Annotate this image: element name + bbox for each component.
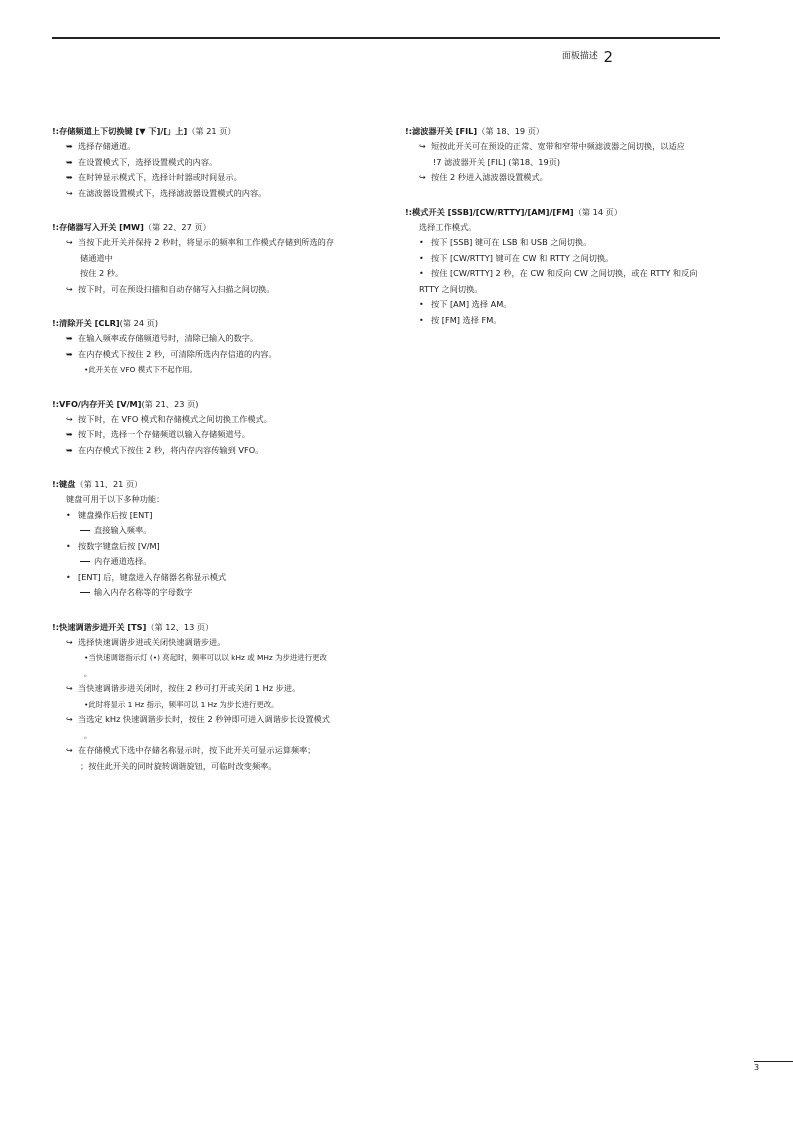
section-line [405, 155, 725, 171]
section [52, 620, 382, 775]
section-title [52, 397, 382, 412]
section-line [405, 297, 725, 313]
page-number: 3 [754, 1063, 760, 1072]
dash-marker [80, 554, 94, 570]
line-text: 短按此开关可在预设的正常、宽带和窄带中频滤波器之间切换，以适应 [431, 141, 685, 151]
bullet-marker: ↪ [66, 238, 73, 247]
bullet-marker: • [419, 253, 424, 263]
section-line [52, 186, 382, 202]
bullet-marker: ↪ [66, 684, 73, 693]
line-text: 按 [FM] 选择 FM。 [431, 314, 502, 325]
section-line [405, 220, 725, 236]
section-line [52, 412, 382, 428]
section-line [405, 282, 725, 298]
section-line [52, 554, 382, 570]
bullet-marker: • [66, 510, 71, 520]
line-text: 按下 [SSB] 键可在 LSB 和 USB 之间切换。 [431, 237, 592, 247]
section-line [52, 492, 382, 508]
line-text: !7 滤波器开关 [FIL] (第18、19页) [433, 156, 561, 167]
dash-marker [80, 585, 94, 601]
line-text: 当选定 kHz 快速调谐步长时，按住 2 秒钟即可进入调谐步长设置模式 [78, 714, 330, 724]
line-text: 按住 2 秒。 [80, 268, 124, 278]
section-line [52, 666, 382, 682]
bullet-marker: ↪ [66, 715, 73, 724]
section-line [52, 427, 382, 443]
chapter-number: 2 [603, 48, 613, 66]
section-line [52, 235, 382, 251]
section-line [52, 170, 382, 186]
section-title-text: !:清除开关 [CLR] [52, 318, 120, 328]
line-text: 按下 [CW/RTTY] 键可在 CW 和 RTTY 之间切换。 [431, 252, 614, 263]
section [52, 124, 382, 201]
section-page-ref: （第 14 页） [573, 206, 623, 217]
line-text: 在内存模式下按住 2 秒，可清除所选内存信道的内容。 [78, 348, 277, 359]
line-text: 选择存储通道。 [78, 141, 136, 151]
line-text: 按住 2 秒进入滤波器设置模式。 [431, 172, 548, 182]
dash-marker [80, 523, 94, 539]
line-text: 按数字键盘后按 [V/M] [78, 540, 160, 551]
line-text: [ENT] 后，键盘进入存储器名称显示模式 [78, 571, 227, 582]
section-line [52, 155, 382, 171]
section [52, 220, 382, 297]
section-line [405, 266, 725, 282]
line-text: 。 [84, 668, 92, 678]
right-column [405, 124, 725, 347]
section-title-text: !:键盘 [52, 479, 76, 489]
section-line [52, 347, 382, 363]
section-page-ref: （第 18、19 页） [477, 126, 545, 136]
bullet-marker: • [66, 541, 71, 551]
bullet-marker: ↪ [66, 637, 73, 647]
section [405, 205, 725, 329]
section-title-text: !:VFO/内存开关 [V/M] [52, 398, 142, 409]
section-line [405, 170, 725, 186]
line-text: 按下时，在 VFO 模式和存储模式之间切换工作模式。 [78, 413, 272, 424]
line-text: RTTY 之间切换。 [419, 283, 483, 294]
section-line [405, 235, 725, 251]
bullet-marker: ↪ [66, 746, 73, 755]
bullet-marker: ➥ [66, 430, 73, 439]
bullet-marker: • [419, 300, 424, 309]
section-title-text: !:存储频道上下切换键 [▼ 下]/[」上] [52, 126, 188, 136]
line-text: 在滤波器设置模式下，选择滤波器设置模式的内容。 [78, 187, 267, 198]
line-text: •此开关在 VFO 模式下不起作用。 [84, 365, 197, 374]
section-line [52, 728, 382, 744]
section-line [405, 139, 725, 155]
line-text: 在存储模式下选中存储名称显示时，按下此开关可显示运算频率； [78, 745, 316, 755]
section [52, 316, 382, 378]
line-text: 在时钟显示模式下，选择计时器或时间显示。 [78, 172, 242, 182]
section-line [52, 697, 382, 713]
line-text: •当快速调谐指示灯 (•) 亮起时，频率可以以 kHz 或 MHz 为步进进行更改 [84, 653, 327, 662]
line-text: 在设置模式下，选择设置模式的内容。 [78, 156, 218, 167]
line-text: 键盘操作后按 [ENT] [78, 509, 153, 520]
line-text: 在内存模式下按住 2 秒，将内存内容传输到 VFO。 [78, 444, 264, 455]
section-line [405, 251, 725, 267]
top-rule [52, 37, 720, 39]
line-text: 在输入频率或存储频道号时，清除已输入的数字。 [78, 333, 259, 343]
section-page-ref: (第 24 页) [119, 318, 159, 328]
section-page-ref: （第 11、21 页） [75, 479, 143, 489]
section-page-ref: （第 12、13 页） [146, 621, 214, 632]
section-line [52, 635, 382, 651]
line-text: 按下时，可在预设扫描和自动存储写入扫描之间切换。 [78, 283, 275, 294]
bullet-marker: ↪ [66, 188, 73, 198]
section-page-ref: (第 21、23 页) [141, 398, 199, 409]
line-text: 键盘可用于以下多种功能： [66, 494, 165, 504]
left-column [52, 124, 382, 793]
line-text: 。 [84, 730, 92, 740]
line-text: 储通道中 [80, 252, 113, 263]
section-title [52, 316, 382, 331]
line-text: 当按下此开关并保持 2 秒时，将显示的频率和工作模式存储到所选的存 [78, 237, 335, 247]
bullet-marker: ↪ [66, 414, 73, 424]
section [52, 477, 382, 601]
bullet-marker: • [66, 572, 71, 582]
section-line [52, 585, 382, 601]
section [52, 397, 382, 459]
section-line [52, 508, 382, 524]
line-text: 选择快速调谐步进或关闭快速调谐步进。 [78, 636, 226, 647]
section-title-text: !:模式开关 [SSB]/[CW/RTTY]/[AM]/[FM] [405, 206, 574, 217]
bullet-marker: ↪ [66, 284, 73, 294]
line-text: ；按住此开关的同时旋转调谐旋钮，可临时改变频率。 [80, 760, 277, 771]
line-text: 按住 [CW/RTTY] 2 秒，在 CW 和反向 CW 之间切换，或在 RTTY 和反向 [431, 268, 698, 278]
bullet-marker: ➥ [66, 445, 73, 455]
section-line [52, 650, 382, 666]
section-title [405, 124, 725, 139]
line-text: 选择工作模式。 [419, 221, 477, 232]
line-text: 按下 [AM] 选择 AM。 [431, 299, 512, 309]
section-title-text: !:快速调谐步进开关 [TS] [52, 621, 147, 632]
section-title-text: !:存储器写入开关 [MW] [52, 222, 144, 232]
section-line [52, 523, 382, 539]
section-line [52, 539, 382, 555]
bullet-marker: ➥ [66, 334, 73, 343]
section-title [52, 477, 382, 492]
page-number-rule [754, 1061, 793, 1062]
bullet-marker: ➥ [66, 173, 73, 182]
bullet-marker: ➥ [66, 157, 73, 167]
section-line [52, 331, 382, 347]
section-line [52, 139, 382, 155]
line-text: 输入内存名称等的字母数字 [94, 587, 193, 597]
section-line [52, 759, 382, 775]
section-line [405, 313, 725, 329]
bullet-marker: • [419, 269, 424, 278]
bullet-marker: • [419, 238, 424, 247]
bullet-marker: ↪ [419, 142, 426, 151]
section-line [52, 443, 382, 459]
section-line [52, 743, 382, 759]
line-text: 当快速调谐步进关闭时，按住 2 秒可打开或关闭 1 Hz 步进。 [78, 683, 301, 693]
bullet-marker: ➥ [66, 349, 73, 359]
section-line [52, 681, 382, 697]
section-title [52, 220, 382, 235]
line-text: 直接输入频率。 [94, 525, 152, 535]
line-text: 内存通道选择。 [94, 556, 152, 566]
section-line [52, 570, 382, 586]
page-header [562, 48, 613, 66]
section-line [52, 712, 382, 728]
section-title [405, 205, 725, 220]
line-text: 按下时，选择一个存储频道以输入存储频道号。 [78, 429, 250, 439]
section-title-text: !:滤波器开关 [FIL] [405, 126, 478, 136]
section-line [52, 282, 382, 298]
bullet-marker: ↪ [419, 173, 426, 182]
section-line [52, 251, 382, 267]
section-page-ref: （第 22、27 页） [143, 222, 211, 232]
section-line [52, 362, 382, 378]
bullet-marker: • [419, 315, 424, 325]
chapter-title: 面板描述 [561, 51, 598, 62]
section-line [52, 266, 382, 282]
section [405, 124, 725, 186]
section-page-ref: （第 21 页） [187, 126, 236, 136]
line-text: •此时将显示 1 Hz 指示，频率可以 1 Hz 为步长进行更改。 [84, 699, 279, 709]
bullet-marker: ➥ [66, 142, 73, 151]
section-title [52, 620, 382, 635]
section-title [52, 124, 382, 139]
